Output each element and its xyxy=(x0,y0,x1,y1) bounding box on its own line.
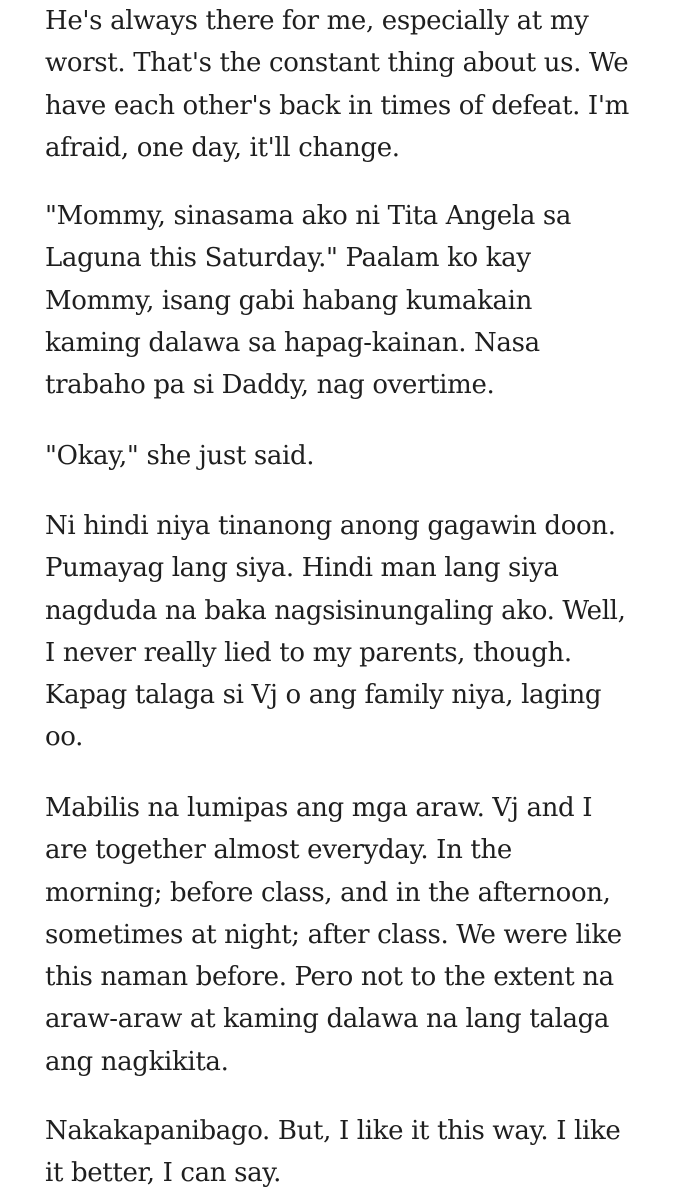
text-line: Mabilis na lumipas ang mga araw. Vj and I xyxy=(45,793,593,823)
text-line: it better, I can say. xyxy=(45,1158,282,1189)
paragraph-3 xyxy=(45,435,645,477)
text-line: kaming dalawa sa hapag-kainan. Nasa xyxy=(45,327,540,358)
text-line: Ni hindi niya tinanong anong gagawin doon. xyxy=(45,511,616,541)
text-line: Pumayag lang siya. Hindi man lang siya xyxy=(45,553,559,584)
text-line: araw-araw at kaming dalawa na lang talaga xyxy=(45,1004,610,1035)
text-line: Mommy, isang gabi habang kumakain xyxy=(45,285,532,316)
text-line: Kapag talaga si Vj o ang family niya, laging xyxy=(45,680,602,711)
text-line: I never really lied to my parents, though. xyxy=(45,637,572,668)
text-line: nagduda na baka nagsisinungaling ako. Well, xyxy=(45,595,626,626)
text-line: this naman before. Pero not to the extent na xyxy=(45,962,614,993)
paragraph-6 xyxy=(45,1110,645,1195)
text-line: trabaho pa si Daddy, nag overtime. xyxy=(45,370,495,401)
text-line: morning; before class, and in the afternoon, xyxy=(45,877,611,908)
text-line: afraid, one day, it'll change. xyxy=(45,132,400,163)
text-line: sometimes at night; after class. We were like xyxy=(45,919,622,950)
text-line: Nakakapanibago. But, I like it this way. I like xyxy=(45,1116,621,1146)
text-line: He's always there for me, especially at my xyxy=(45,6,589,36)
text-line: ang nagkikita. xyxy=(45,1046,229,1077)
text-line: oo. xyxy=(45,722,84,753)
paragraph-5 xyxy=(45,787,645,1083)
paragraph-4 xyxy=(45,505,645,759)
paragraph-2 xyxy=(45,195,645,406)
text-line: have each other's back in times of defeat. I'm xyxy=(45,90,629,121)
text-line: are together almost everyday. In the xyxy=(45,835,512,866)
text-line: "Mommy, sinasama ako ni Tita Angela sa xyxy=(45,201,572,231)
text-line: worst. That's the constant thing about us. We xyxy=(45,48,629,79)
paragraph-1 xyxy=(45,0,645,169)
text-line: Laguna this Saturday." Paalam ko kay xyxy=(45,243,531,274)
text-line: "Okay," she just said. xyxy=(45,441,315,471)
